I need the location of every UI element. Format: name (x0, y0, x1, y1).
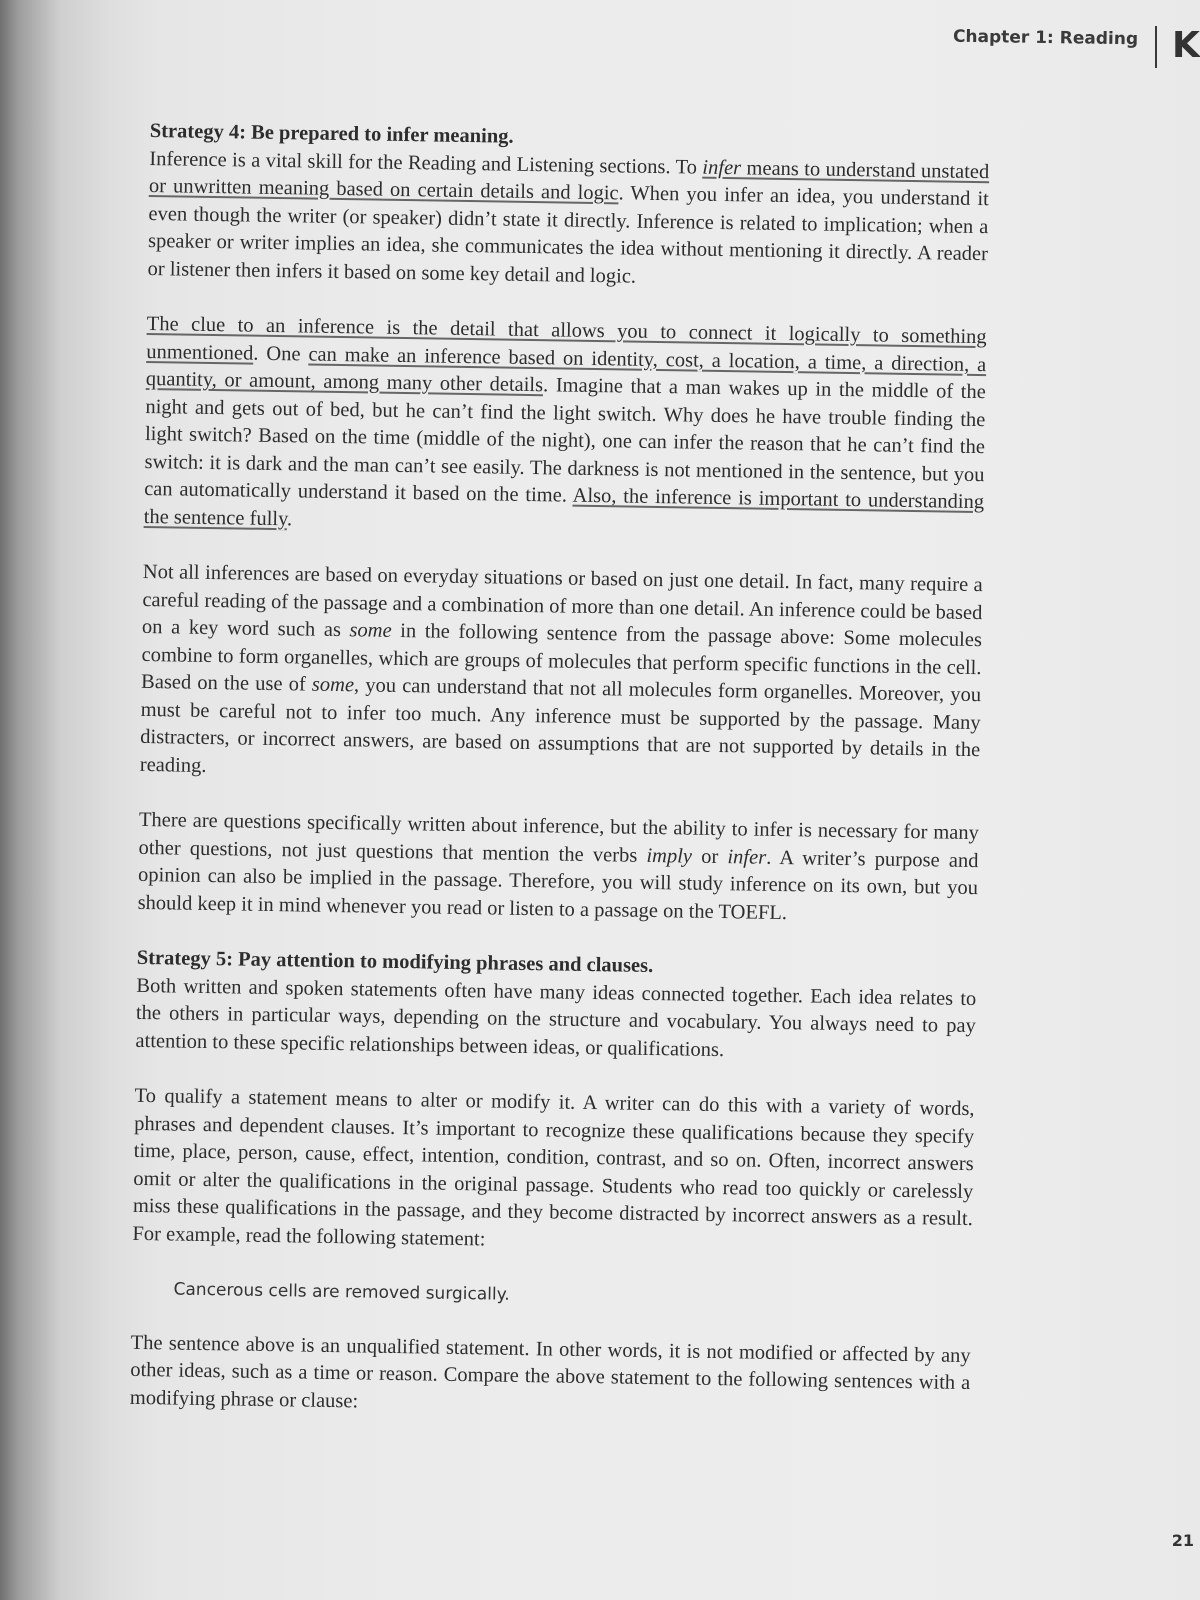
strategy-4-paragraph-3 (140, 559, 983, 792)
header-divider (1155, 26, 1157, 68)
running-head: Chapter 1: Reading (952, 26, 1139, 50)
italic-term: infer (702, 156, 742, 179)
body-text (130, 118, 990, 1425)
strategy-5-paragraph-2: To qualify a statement means to alter or modify it. A writer can do this with a variety of words, phrases and dependent clauses. It’s important to recognize these qualifications because they specify time, place, person, cause, effect, intention, condition, contrast, and so on. Often, incorrect answers omit or alter the qualifications in the original passage. Students who read too quickly or carelessly miss these qualifications in the passage, and they become distracted by incorrect answers as a result. For example, read the following statement: (132, 1084, 975, 1250)
publisher-logo: K (1172, 25, 1200, 66)
underlined-text: The clue to an inference is the detail that allows you to connect it logically to something unmentioned (146, 312, 987, 365)
example-sentence: Cancerous cells are removed surgically. (173, 1279, 510, 1305)
strategy-4-title: Strategy 4: Be prepared to infer meaning. (149, 119, 514, 148)
text-run: . A writer’s purpose and opinion can also be implied in the passage. Therefore, you will study inference on its own, but you should keep it in mind whenever you read or listen to a passage on the TOEFL. (137, 846, 979, 924)
text-run: . When you infer an idea, you understand it even though the writer (or speaker) didn’t state it directly. Inference is related to implication; when a speaker or writer implies an idea, she communicates the idea without mentioning it directly. A reader or listener then infers it based on some key detail and logic. (147, 182, 990, 288)
strategy-5-paragraph-1: Both written and spoken statements often have many ideas connected together. Each idea relates to the others in particular ways, depending on the structure and vocabulary. You always need to pay attention to these specific relationships between ideas, or qualifications. (135, 974, 977, 1061)
underlined-text: Also, the inference is important to understanding the sentence fully (143, 484, 985, 530)
text-run: There are questions specifically written about inference, but the ability to infer is necessary for many other questions, not just questions that mention the verbs (138, 808, 980, 867)
underlined-text: can make an inference based on identity, cost, a location, a time, a direction, a quantity, or amount, among many other details (145, 343, 987, 397)
strategy-4-paragraph-2 (144, 311, 987, 544)
text-run: . One (253, 342, 309, 366)
text-run: or (691, 845, 728, 868)
text-run: Inference is a vital skill for the Reading and Listening sections. To (149, 147, 703, 179)
italic-term: infer (727, 845, 767, 869)
text-run: . Imagine that a man wakes up in the middle of the night and gets out of bed, but he can’t find the light switch. Why does he have trouble finding the light switch? Based on the time (middle of the night), one can infer the reason that he can’t find the switch: it is dark and the man can’t see easily. The darkness is not mentioned in the sentence, but you can automatically understand it based on the time. (143, 374, 986, 507)
italic-term: imply (646, 844, 693, 868)
strategy-4-paragraph-4 (137, 807, 979, 930)
strategy-5-paragraph-3: The sentence above is an unqualified statement. In other words, it is not modified or affected by any other ideas, such as a time or reason. Compare the above statement to the following sentences with a modifying phrase or clause: (129, 1331, 971, 1412)
text-run: , you can understand that not all molecules form organelles. Moreover, you must be careful not to infer too much. Any inference must be supported by the passage. Many distracters, or incorrect answers, are based on assumptions that are not supported by details in the reading. (139, 674, 982, 777)
italic-term: some (311, 673, 355, 697)
strategy-4-paragraph-1 (147, 145, 989, 296)
italic-term: some (349, 619, 392, 642)
strategy-5-title: Strategy 5: Pay attention to modifying phrases and clauses. (136, 946, 654, 978)
underlined-text: means to understand unstated or unwritten meaning based on certain details and logic (148, 156, 990, 205)
page-number: 21 (1171, 1531, 1194, 1550)
text-run: . (286, 507, 293, 530)
text-run: Not all inferences are based on everyday situations or based on just one detail. In fact, many require a careful reading of the passage and a combination of more than one detail. An inference could be based on a key word such as (141, 560, 983, 642)
text-run: in the following sentence from the passage above: Some molecules combine to form organelles, which are groups of molecules that perform specific functions in the cell. Based on the use of (140, 619, 983, 696)
